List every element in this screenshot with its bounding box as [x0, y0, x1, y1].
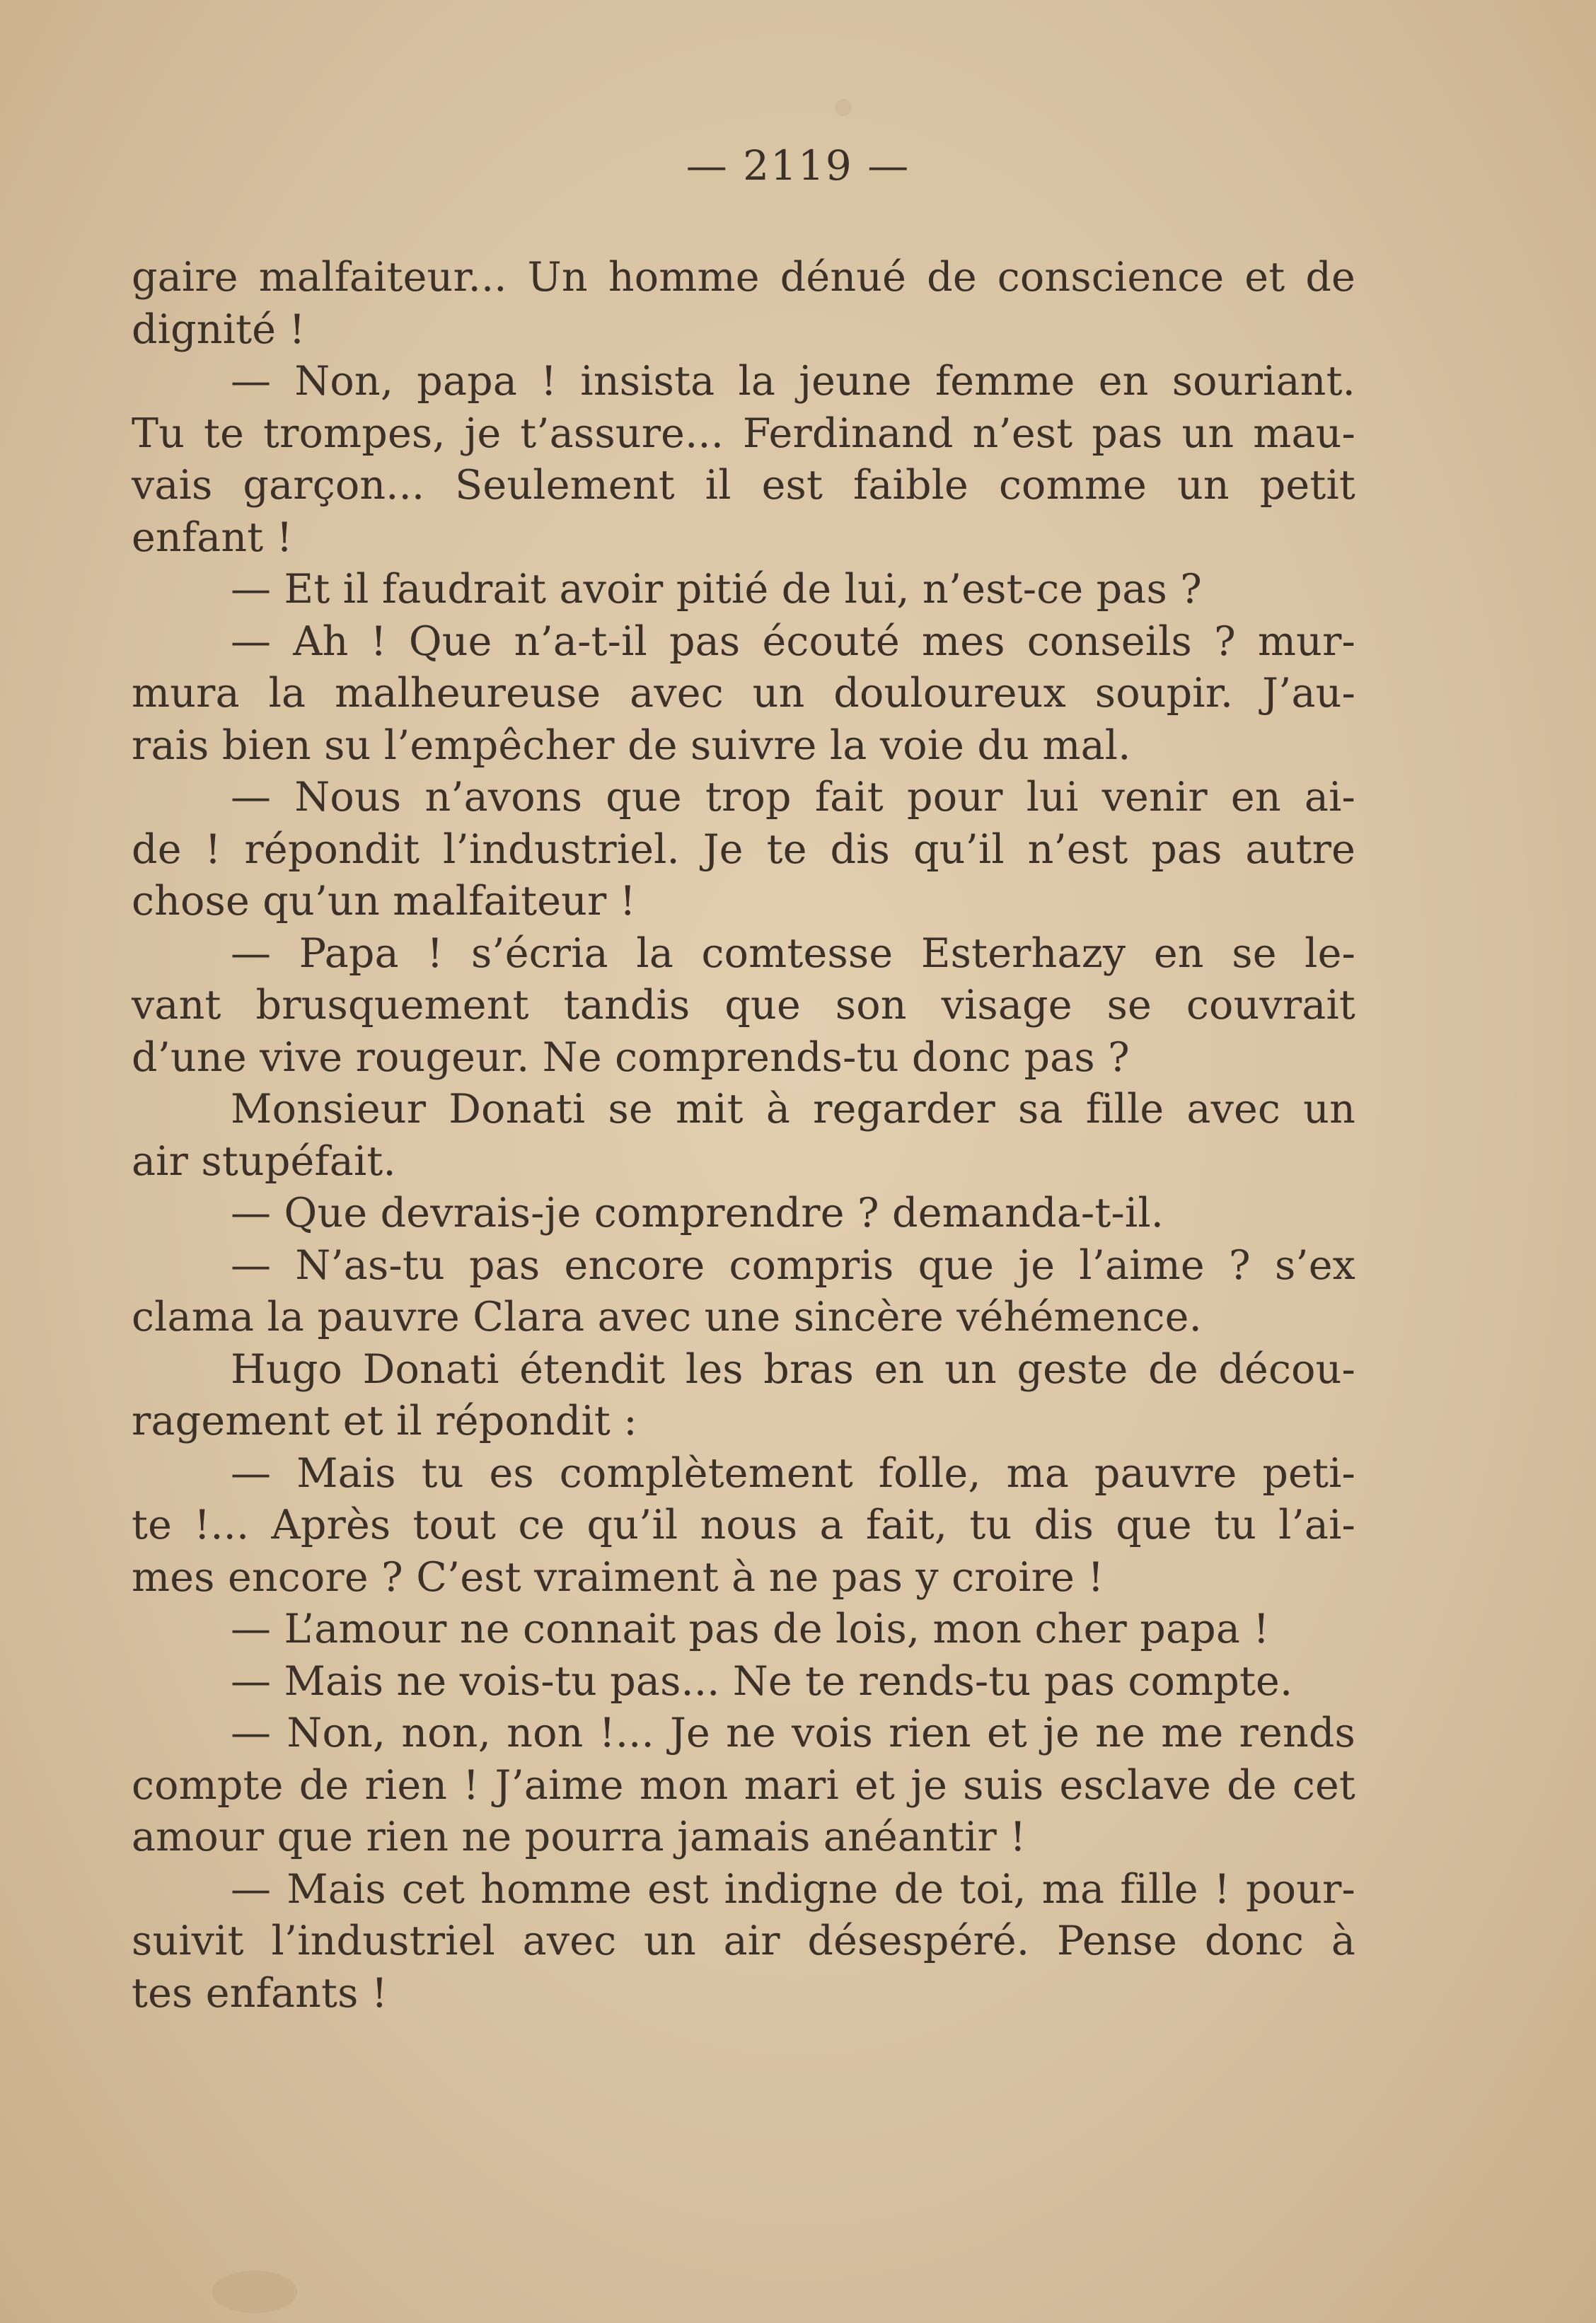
text-line: — Et il faudrait avoir pitié de lui, n’est-ce pas ? — [231, 566, 1202, 613]
text-line: air stupéfait. — [132, 1137, 396, 1185]
text-line: Tu te trompes, je t’assure... Ferdinand n’est pas un mau- — [132, 410, 1355, 457]
text-line: mes encore ? C’est vraiment à ne pas y croire ! — [132, 1553, 1104, 1601]
text-line: mura la malheureuse avec un douloureux soupir. J’au- — [132, 670, 1355, 717]
text-line: d’une vive rougeur. Ne comprends-tu donc pas ? — [132, 1033, 1130, 1081]
text-line: amour que rien ne pourra jamais anéantir ! — [132, 1814, 1027, 1860]
text-line: te !... Après tout ce qu’il nous a fait, tu dis que tu l’ai- — [132, 1502, 1355, 1548]
paper-stain — [212, 2271, 297, 2313]
text-line: — Ah ! Que n’a-t-il pas écouté mes conseils ? mur- — [231, 618, 1355, 665]
page-number: — 2119 — — [686, 141, 910, 190]
text-line: — N’as-tu pas encore compris que je l’aime ? s’ex — [231, 1241, 1355, 1289]
text-line: — Non, papa ! insista la jeune femme en souriant. — [231, 358, 1355, 405]
text-line: Hugo Donati étendit les bras en un geste de décou- — [231, 1345, 1355, 1393]
text-line: de ! répondit l’industriel. Je te dis qu’il n’est pas autre — [132, 825, 1355, 873]
text-line: vant brusquement tandis que son visage se couvrait — [132, 982, 1355, 1029]
text-line: suivit l’industriel avec un air désespéré. Pense donc à — [132, 1918, 1355, 1964]
text-line: clama la pauvre Clara avec une sincère véhémence. — [132, 1294, 1202, 1340]
paper-stain — [835, 99, 852, 116]
text-line: Monsieur Donati se mit à regarder sa fille avec un — [231, 1086, 1355, 1132]
text-line: compte de rien ! J’aime mon mari et je suis esclave de cet — [132, 1761, 1355, 1809]
text-line: — Mais ne vois-tu pas... Ne te rends-tu pas compte. — [231, 1657, 1293, 1705]
text-line: — Mais tu es complètement folle, ma pauvre peti- — [231, 1449, 1355, 1497]
text-line: enfant ! — [132, 514, 293, 561]
text-line: vais garçon... Seulement il est faible comme un petit — [132, 462, 1355, 509]
text-block — [132, 252, 1355, 2020]
text-line: — L’amour ne connait pas de lois, mon cher papa ! — [231, 1606, 1270, 1652]
text-line: — Nous n’avons que trop fait pour lui venir en ai- — [231, 774, 1355, 821]
text-line: chose qu’un malfaiteur ! — [132, 878, 636, 925]
text-line: tes enfants ! — [132, 1969, 388, 2017]
text-line: ragement et il répondit : — [132, 1398, 637, 1444]
text-line: — Mais cet homme est indigne de toi, ma fille ! pour- — [231, 1865, 1355, 1913]
text-line: — Papa ! s’écria la comtesse Esterhazy en se le- — [231, 929, 1355, 977]
text-line: — Que devrais-je comprendre ? demanda-t-il. — [231, 1190, 1164, 1236]
text-line: dignité ! — [132, 306, 306, 353]
text-line: — Non, non, non !... Je ne vois rien et je ne me rends — [231, 1710, 1355, 1756]
text-line: gaire malfaiteur... Un homme dénué de conscience et de — [132, 254, 1355, 301]
text-line: rais bien su l’empêcher de suivre la voie du mal. — [132, 722, 1131, 769]
